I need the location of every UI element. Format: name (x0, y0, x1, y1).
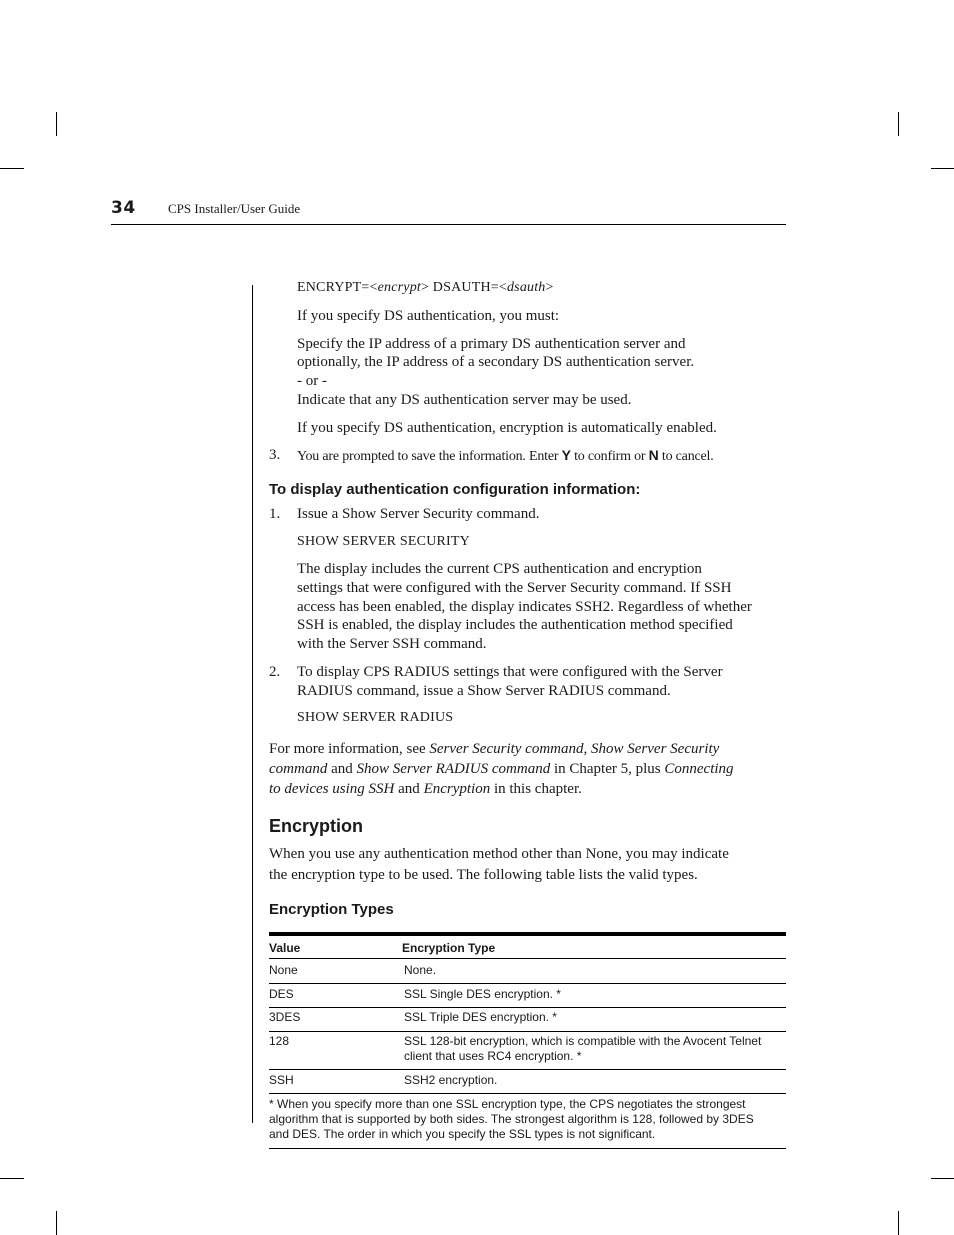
table-row-rule (269, 1069, 786, 1070)
table-row-rule (269, 1093, 786, 1094)
table-row-rule (269, 1007, 786, 1008)
table-cell-type: None. (404, 963, 437, 977)
syntax-param: dsauth (506, 280, 546, 295)
step-text: to cancel. (658, 449, 714, 464)
step-number: 2. (269, 664, 281, 680)
more-info-line (269, 780, 582, 799)
display-para-line: with the Server SSH command. (297, 636, 487, 652)
table-cell-value: 128 (269, 1034, 290, 1048)
text: and (327, 761, 357, 777)
table-cell-type: SSL 128-bit encryption, which is compatible with the Avocent Telnet (404, 1034, 762, 1048)
table-footnote-line: and DES. The order in which you specify the SSL types is not significant. (269, 1127, 656, 1141)
step-text: to confirm or (570, 449, 649, 464)
table-cell-value: DES (269, 987, 294, 1001)
xref: command (269, 761, 328, 777)
section-para-line: the encryption type to be used. The following table lists the valid types. (269, 867, 698, 883)
display-para-line: SSH is enabled, the display includes the authentication method specified (297, 617, 733, 633)
more-info-line (269, 760, 734, 779)
table-top-rule (269, 932, 786, 936)
table-header-value: Value (269, 941, 301, 955)
crop-mark (56, 1211, 57, 1235)
step-2-line: RADIUS command, issue a Show Server RADIUS command. (297, 683, 671, 699)
paragraph-or: - or - (297, 373, 327, 389)
table-cell-type: client that uses RC4 encryption. * (404, 1049, 582, 1063)
more-info-line (269, 740, 719, 759)
table-row-rule (269, 958, 786, 959)
crop-mark (898, 1211, 899, 1235)
table-footnote-line: * When you specify more than one SSL encryption type, the CPS negotiates the strongest (269, 1097, 746, 1111)
section-para-line: When you use any authentication method other than None, you may indicate (269, 846, 729, 862)
table-cell-value: SSH (269, 1073, 294, 1087)
syntax-param: encrypt (377, 280, 421, 295)
step-number: 1. (269, 506, 281, 522)
table-row-rule (269, 983, 786, 984)
header-rule (111, 224, 786, 225)
paragraph-specify-2: optionally, the IP address of a secondary DS authentication server. (297, 354, 695, 370)
syntax-text: > DSAUTH=< (421, 280, 507, 295)
code-show-server-security: SHOW SERVER SECURITY (297, 534, 470, 549)
crop-mark (898, 112, 899, 136)
section-heading: Encryption (269, 816, 364, 836)
table-cell-type: SSH2 encryption. (404, 1073, 498, 1087)
xref: Connecting (664, 761, 734, 777)
key-n: N (648, 447, 659, 463)
xref: Encryption (423, 781, 491, 797)
text: , (583, 741, 592, 757)
text: For more information, see (269, 741, 430, 757)
step-text: You are prompted to save the information. Enter (297, 449, 562, 464)
paragraph-auto-encrypt: If you specify DS authentication, encryption is automatically enabled. (297, 420, 717, 436)
crop-mark (931, 1178, 954, 1179)
step-2-line: To display CPS RADIUS settings that were configured with the Server (297, 664, 723, 680)
paragraph-specify-1: Specify the IP address of a primary DS authentication server and (297, 336, 686, 352)
table-cell-value: None (269, 963, 298, 977)
crop-mark (0, 1178, 24, 1179)
text: and (394, 781, 424, 797)
display-para-line: The display includes the current CPS authentication and encryption (297, 561, 702, 577)
table-cell-value: 3DES (269, 1010, 301, 1024)
encrypt-syntax-line (297, 280, 554, 296)
display-para-line: settings that were configured with the Server Security command. If SSH (297, 580, 732, 596)
step-3-text (297, 446, 714, 466)
table-cell-type: SSL Triple DES encryption. * (404, 1010, 557, 1024)
step-1-text: Issue a Show Server Security command. (297, 506, 540, 522)
text: in this chapter. (490, 781, 582, 797)
table-row-rule (269, 1031, 786, 1032)
key-y: Y (561, 447, 571, 463)
table-bottom-rule (269, 1148, 786, 1149)
syntax-text: > (545, 280, 554, 295)
crop-mark (0, 168, 24, 169)
crop-mark (931, 168, 954, 169)
table-header-type: Encryption Type (402, 941, 496, 955)
crop-mark (56, 112, 57, 136)
step-number: 3. (269, 447, 281, 463)
procedure-heading: To display authentication configuration information: (269, 481, 641, 498)
paragraph-if-ds: If you specify DS authentication, you must: (297, 308, 560, 324)
paragraph-indicate: Indicate that any DS authentication server may be used. (297, 392, 632, 408)
change-bar (252, 285, 253, 1123)
xref: to devices using SSH (269, 781, 395, 797)
xref: Server Security command (429, 741, 584, 757)
table-footnote-line: algorithm that is supported by both sides. The strongest algorithm is 128, followed by 3DES (269, 1112, 754, 1126)
table-cell-type: SSL Single DES encryption. * (404, 987, 561, 1001)
xref: Show Server Security (591, 741, 720, 757)
table-title: Encryption Types (269, 901, 394, 918)
xref: Show Server RADIUS command (356, 761, 551, 777)
running-title: CPS Installer/User Guide (168, 201, 301, 216)
code-show-server-radius: SHOW SERVER RADIUS (297, 710, 454, 725)
page-number: 34 (111, 198, 136, 218)
text: in Chapter 5, plus (550, 761, 665, 777)
syntax-text: ENCRYPT=< (297, 280, 378, 295)
display-para-line: access has been enabled, the display indicates SSH2. Regardless of whether (297, 599, 752, 615)
